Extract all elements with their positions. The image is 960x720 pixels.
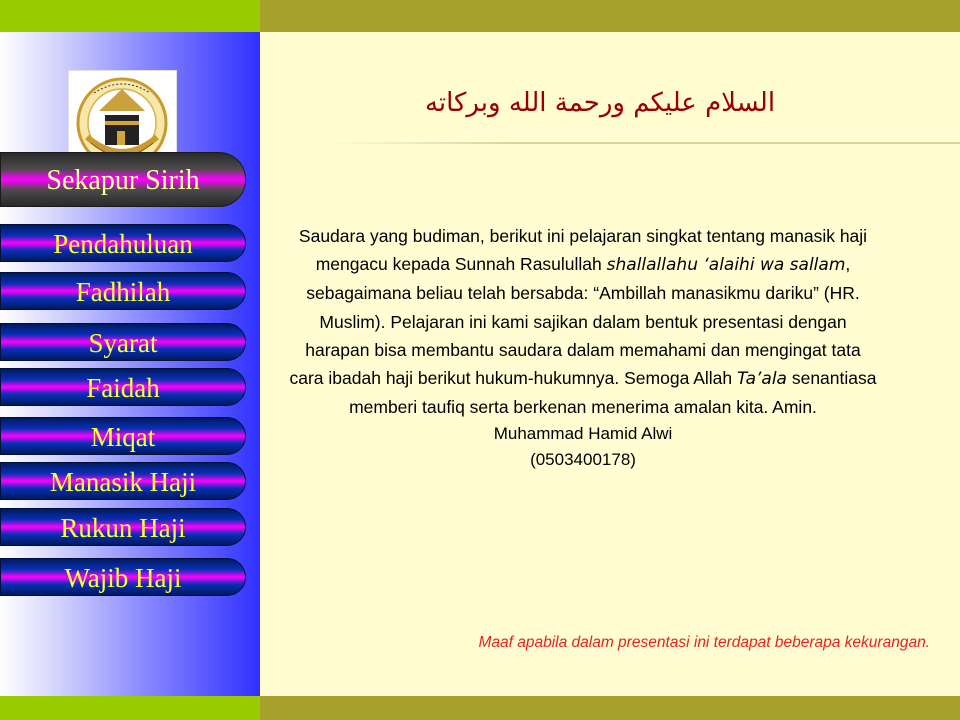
author-name: Muhammad Hamid Alwi	[493, 424, 673, 444]
bottom-left-accent-bar	[0, 696, 260, 720]
intro-text-part3: senantiasa memberi taufiq serta berkenan menerima amalan kita. Amin.	[349, 368, 877, 418]
nav-rukun-haji-button[interactable]: Rukun Haji	[0, 508, 246, 546]
apology-note: Maaf apabila dalam presentasi ini terdapat beberapa kekurangan.	[478, 634, 930, 651]
sidebar	[0, 32, 260, 696]
nav-faidah-button[interactable]: Faidah	[0, 368, 246, 406]
intro-text-part2: , sebagaimana beliau telah bersabda: “Ambillah manasikmu dariku” (HR. Muslim). Pelajaran ini kami sajikan dalam bentuk presentasi dengan harapan bisa membantu saudara dalam memahami dan mengingat tata cara ibadah haji berikut hukum-hukumnya. Semoga Allah	[289, 254, 861, 389]
top-right-accent-bar	[260, 0, 960, 32]
arabic-greeting: السلام عليكم ورحمة الله وبركاته	[424, 88, 776, 118]
nav-manasik-haji-button[interactable]: Manasik Haji	[0, 462, 246, 500]
greeting-divider	[330, 142, 960, 144]
intro-text-taala: Ta’ala	[736, 369, 787, 390]
nav-syarat-button[interactable]: Syarat	[0, 323, 246, 361]
nav-pendahuluan-button[interactable]: Pendahuluan	[0, 224, 246, 262]
nav-miqat-button[interactable]: Miqat	[0, 417, 246, 455]
intro-text	[288, 222, 878, 421]
nav-fadhilah-button[interactable]: Fadhilah	[0, 272, 246, 310]
nav-wajib-haji-button[interactable]: Wajib Haji	[0, 558, 246, 596]
bottom-right-accent-bar	[260, 696, 960, 720]
top-left-accent-bar	[0, 0, 260, 32]
nav-sekapur-sirih-button[interactable]: Sekapur Sirih	[0, 152, 246, 207]
intro-paragraph	[288, 222, 878, 473]
intro-text-part1: Saudara yang budiman, berikut ini pelajaran singkat tentang manasik haji mengacu kepada Sunnah Rasulullah	[298, 226, 868, 275]
author-phone: (0503400178)	[530, 450, 636, 470]
intro-text-honorific: shallallahu ‘alaihi wa sallam	[606, 255, 846, 276]
